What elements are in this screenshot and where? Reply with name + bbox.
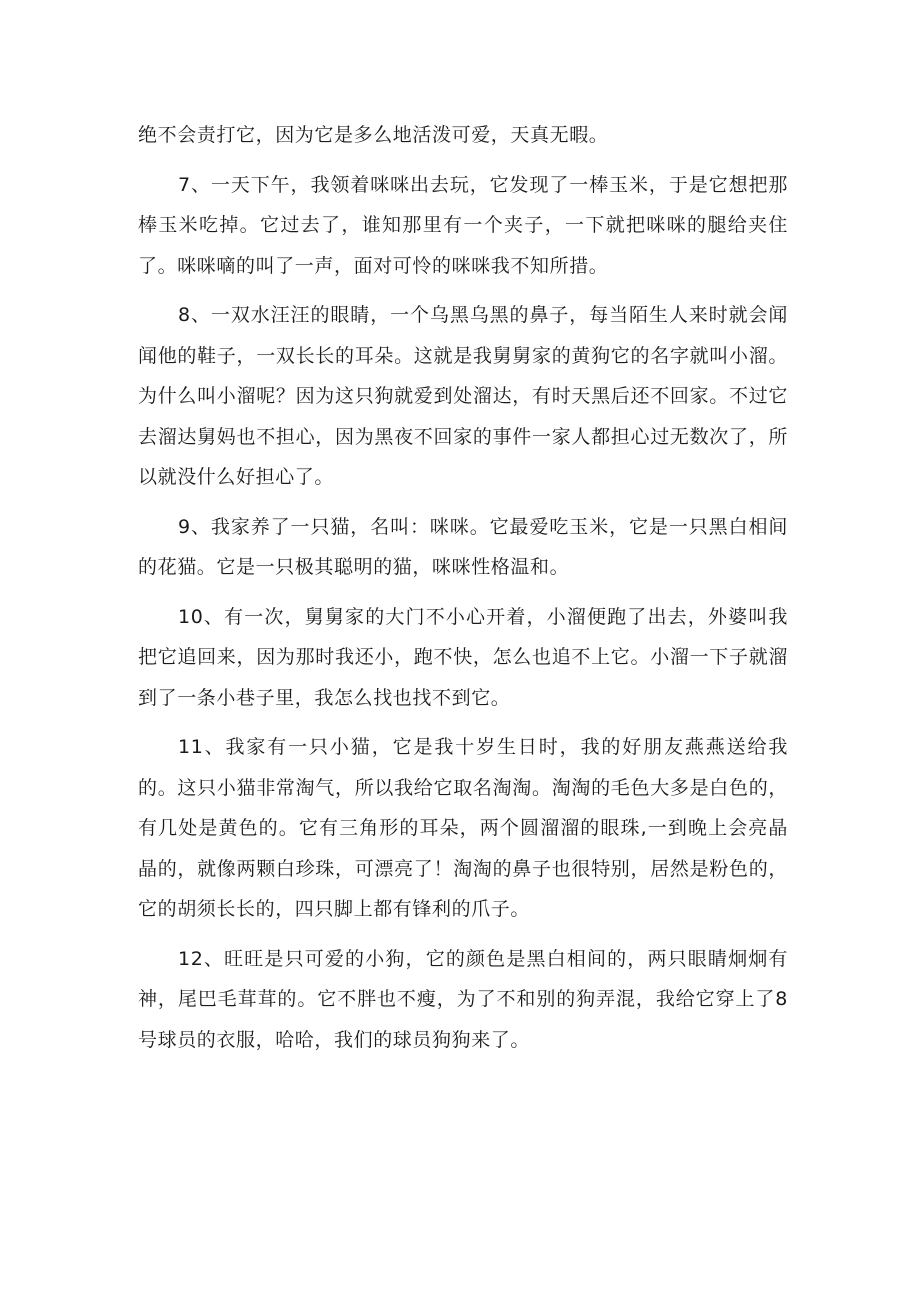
paragraph-9: 9、我家养了一只猫，名叫：咪咪。它最爱吃玉米，它是一只黑白相间的花猫。它是一只极其聪明的猫，咪咪性格温和。	[138, 515, 788, 578]
paragraph-continuation: 绝不会责打它，因为它是多么地活泼可爱，天真无暇。	[138, 124, 609, 146]
paragraph-10: 10、有一次，舅舅家的大门不小心开着，小溜便跑了出去，外婆叫我把它追回来，因为那时我还小，跑不快，怎么也追不上它。小溜一下子就溜到了一条小巷子里，我怎么找也找不到它。	[138, 605, 788, 709]
paragraph-8: 8、一双水汪汪的眼睛，一个乌黑乌黑的鼻子，每当陌生人来时就会闻闻他的鞋子，一双长长的耳朵。这就是我舅舅家的黄狗它的名字就叫小溜。为什么叫小溜呢？因为这只狗就爱到处溜达，有时天黑后还不回家。不过它去溜达舅妈也不担心，因为黑夜不回家的事件一家人都担心过无数次了，所以就没什么好担心了。	[138, 304, 788, 488]
document-body	[138, 115, 788, 1060]
paragraph-7: 7、一天下午，我领着咪咪出去玩，它发现了一棒玉米，于是它想把那棒玉米吃掉。它过去了，谁知那里有一个夹子，一下就把咪咪的腿给夹住了。咪咪嘀的叫了一声，面对可怜的咪咪我不知所措。	[138, 173, 788, 277]
paragraph-12: 12、旺旺是只可爱的小狗，它的颜色是黑白相间的，两只眼睛炯炯有神，尾巴毛茸茸的。它不胖也不瘦，为了不和别的狗弄混，我给它穿上了8号球员的衣服，哈哈，我们的球员狗狗来了。	[138, 947, 788, 1051]
paragraph-11: 11、我家有一只小猫，它是我十岁生日时，我的好朋友燕燕送给我的。这只小猫非常淘气，所以我给它取名淘淘。淘淘的毛色大多是白色的，有几处是黄色的。它有三角形的耳朵，两个圆溜溜的眼珠,一到晚上会亮晶晶的，就像两颗白珍珠，可漂亮了！淘淘的鼻子也很特别，居然是粉色的，它的胡须长长的，四只脚上都有锋利的爪子。	[138, 736, 788, 920]
